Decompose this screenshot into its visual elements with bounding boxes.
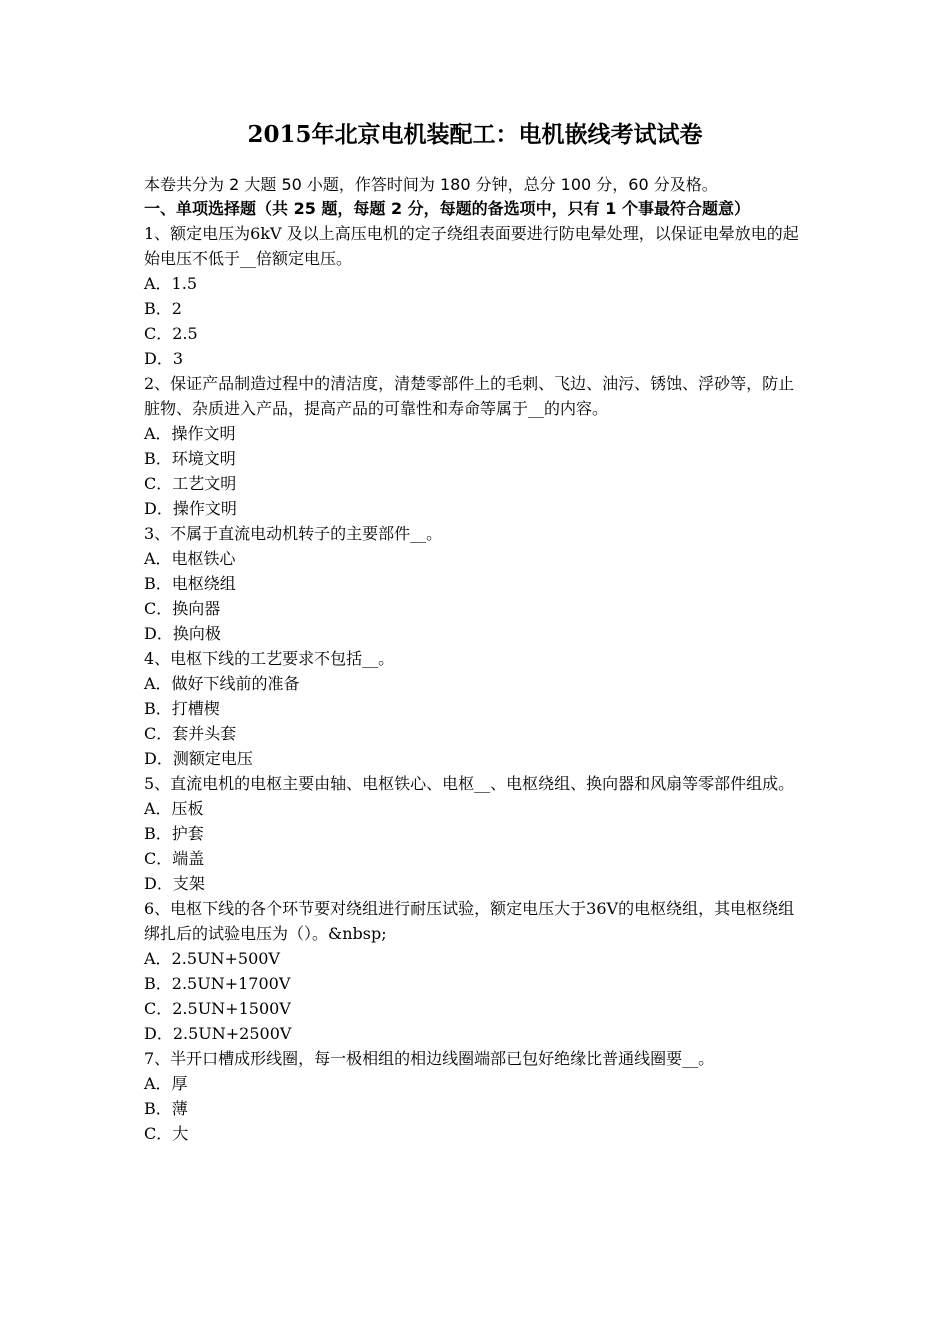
question-6 — [144, 896, 810, 1046]
option-b: B．薄 — [144, 1099, 188, 1118]
option-b: B．2 — [144, 299, 182, 318]
question-3 — [144, 521, 810, 646]
question-text: 2、保证产品制造过程中的清洁度，清楚零部件上的毛刺、飞边、油污、锈蚀、浮砂等，防止脏物、杂质进入产品，提高产品的可靠性和寿命等属于__的内容。 — [144, 374, 795, 418]
option-d: D．操作文明 — [144, 499, 237, 518]
option-c: C．2.5UN+1500V — [144, 999, 291, 1018]
option-a: A．2.5UN+500V — [144, 949, 280, 968]
option-a: A．压板 — [144, 799, 204, 818]
option-d: D．3 — [144, 349, 184, 368]
option-d: D．换向极 — [144, 624, 221, 643]
question-2 — [144, 371, 810, 521]
option-a: A．操作文明 — [144, 424, 236, 443]
option-a: A．做好下线前的准备 — [144, 674, 300, 693]
question-5 — [144, 771, 810, 896]
question-text: 6、电枢下线的各个环节要对绕组进行耐压试验，额定电压大于36V的电枢绕组，其电枢绕组绑扎后的试验电压为（）。&nbsp; — [144, 899, 795, 943]
option-a: A．厚 — [144, 1074, 188, 1093]
exam-intro: 本卷共分为 2 大题 50 小题，作答时间为 180 分钟，总分 100 分，60 分及格。 — [144, 175, 718, 194]
option-c: C．端盖 — [144, 849, 205, 868]
option-b: B．环境文明 — [144, 449, 236, 468]
option-c: C．工艺文明 — [144, 474, 237, 493]
section-heading-single-choice: 一、单项选择题（共 25 题，每题 2 分，每题的备选项中，只有 1 个事最符合题意） — [144, 199, 750, 218]
option-b: B．护套 — [144, 824, 204, 843]
option-c: C．大 — [144, 1124, 189, 1143]
option-b: B．打槽楔 — [144, 699, 220, 718]
question-7 — [144, 1046, 810, 1146]
document-title: 2015年北京电机装配工：电机嵌线考试试卷 — [247, 121, 703, 148]
question-text: 3、不属于直流电动机转子的主要部件__。 — [144, 524, 443, 543]
question-4 — [144, 646, 810, 771]
option-b: B．2.5UN+1700V — [144, 974, 291, 993]
option-c: C．换向器 — [144, 599, 221, 618]
option-a: A．1.5 — [144, 274, 198, 293]
option-d: D．支架 — [144, 874, 205, 893]
question-text: 4、电枢下线的工艺要求不包括__。 — [144, 649, 395, 668]
option-d: D．2.5UN+2500V — [144, 1024, 292, 1043]
option-d: D．测额定电压 — [144, 749, 253, 768]
document-body — [144, 172, 810, 1146]
question-1 — [144, 221, 810, 371]
option-c: C．2.5 — [144, 324, 198, 343]
question-text: 5、直流电机的电枢主要由轴、电枢铁心、电枢__、电枢绕组、换向器和风扇等零部件组成。 — [144, 774, 795, 793]
option-c: C．套并头套 — [144, 724, 237, 743]
question-text: 1、额定电压为6kV 及以上高压电机的定子绕组表面要进行防电晕处理，以保证电晕放电的起始电压不低于__倍额定电压。 — [144, 224, 799, 268]
option-b: B．电枢绕组 — [144, 574, 236, 593]
question-text: 7、半开口槽成形线圈，每一极相组的相边线圈端部已包好绝缘比普通线圈要__。 — [144, 1049, 715, 1068]
option-a: A．电枢铁心 — [144, 549, 236, 568]
